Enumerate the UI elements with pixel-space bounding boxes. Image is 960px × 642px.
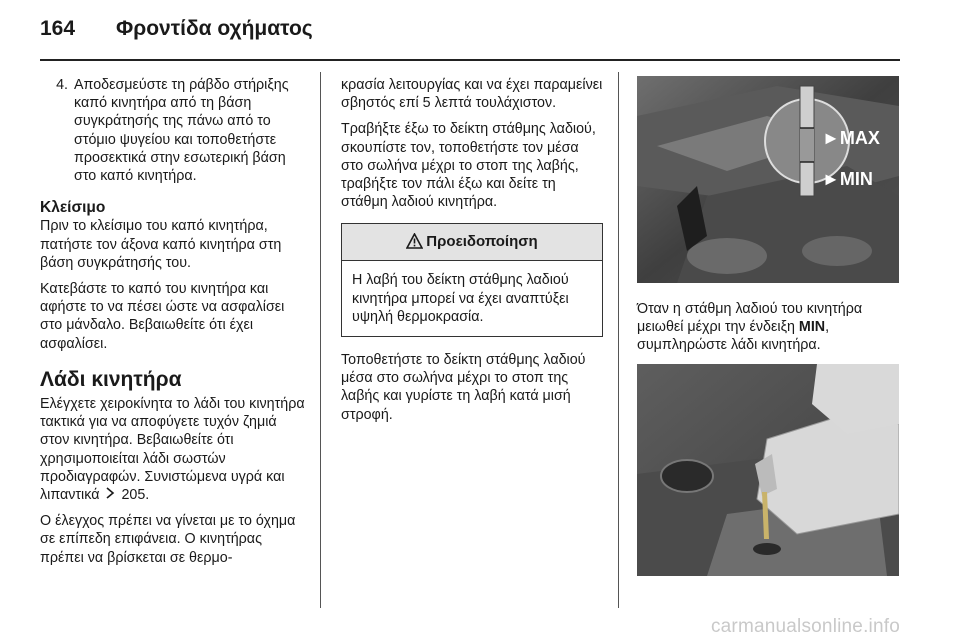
page-header: [0, 0, 960, 60]
engine-oil-paragraph-2: Ο έλεγχος πρέπει να γίνεται με το όχημα σε επίπεδη επιφάνεια. Ο κινητήρας πρέπει να βρίσκεται σε θερμο-: [40, 513, 296, 566]
middle-paragraph-3: Τοποθετήστε το δείκτη στάθμης λαδιού μέσα στο σωλήνα μέχρι το στοπ της λαβής και γυρίστε τη λαβή κατά μισή στροφή.: [341, 352, 586, 423]
closing-paragraph-2: Κατεβάστε το καπό του κινητήρα και αφήστε το να πέσει ώστε να ασφαλίσει στο μάνδαλο. Βεβαιωθείτε ότι έχει ασφαλίσει.: [40, 281, 285, 352]
dipstick-photo: [637, 76, 899, 283]
max-marker: [822, 128, 880, 149]
right-paragraph-text-a: Όταν η στάθμη λαδιού του κινητήρα μειωθεί μέχρι την ένδειξη: [637, 301, 863, 336]
warning-triangle-icon: [406, 227, 423, 263]
warning-header: [342, 224, 602, 261]
min-emphasis: MIN: [798, 319, 826, 336]
page-ref-number[interactable]: 205.: [121, 487, 150, 504]
page-number: 164: [40, 17, 76, 40]
step-text: Αποδεσμεύστε τη ράβδο στήριξης καπό κινητήρα από τη βάση συγκράτησής της πάνω από το στόμιο ψυγείου και τοποθετήστε προσεκτικά στην εσωτερική βάση στο καπό κινητήρα.: [74, 77, 289, 185]
middle-paragraph-2: Τραβήξτε έξω το δείκτη στάθμης λαδιού, σκουπίστε τον, τοποθετήστε τον μέσα στο σωλήνα μέχρι το στοπ της λαβής, τραβήξτε τον πάλι έξω και δείτε τη στάθμη λαδιού κινητήρα.: [341, 121, 596, 211]
warning-text: Η λαβή του δείκτη στάθμης λαδιού κινητήρα μπορεί να έχει αναπτύξει υψηλή θερμοκρασία.: [352, 272, 569, 325]
step-4: [40, 76, 308, 185]
max-arrow-icon: ►: [822, 128, 840, 148]
engine-oil-heading: Λάδι κινητήρα: [40, 367, 182, 391]
header-rule: [40, 59, 900, 61]
max-label: MAX: [839, 128, 880, 148]
oil-pouring-photo: [637, 364, 899, 576]
page-title: Φροντίδα οχήματος: [116, 17, 313, 40]
column-divider-left: [320, 72, 321, 608]
right-paragraph: [637, 300, 899, 355]
column-middle: [341, 76, 603, 432]
page-ref-arrow-icon: [105, 486, 115, 504]
middle-paragraph-1: κρασία λειτουργίας και να έχει παραμείνει σβηστός επί 5 λεπτά τουλάχιστον.: [341, 77, 603, 112]
watermark: carmanualsonline.info: [710, 616, 900, 637]
min-arrow-icon: ►: [822, 169, 840, 189]
warning-title: Προειδοποίηση: [426, 233, 538, 251]
min-marker: [822, 169, 873, 190]
column-divider-right: [618, 72, 619, 608]
warning-box: [341, 223, 603, 337]
min-label: MIN: [839, 169, 873, 189]
column-left: [40, 76, 308, 575]
closing-paragraph-1: Πριν το κλείσιμο του καπό κινητήρα, πατήστε τον άξονα καπό κινητήρα στη βάση συγκράτησής του.: [40, 218, 282, 271]
closing-heading: Κλείσιμο: [40, 199, 106, 217]
right-paragraph-text-b: , συμπληρώστε λάδι κινητήρα.: [637, 319, 830, 354]
engine-oil-paragraph-1-text: Ελέγχετε χειροκίνητα το λάδι του κινητήρα τακτικά για να αποφύγετε τυχόν ζημιά στον κινητήρα. Βεβαιωθείτε ότι χρησιμοποιείται λάδι σωστών προδιαγραφών. Συνιστώμενα υγρά και λιπαντικά: [40, 396, 305, 504]
column-right: [637, 300, 899, 363]
engine-oil-paragraph-1: [40, 395, 308, 504]
step-number: 4.: [56, 77, 68, 93]
